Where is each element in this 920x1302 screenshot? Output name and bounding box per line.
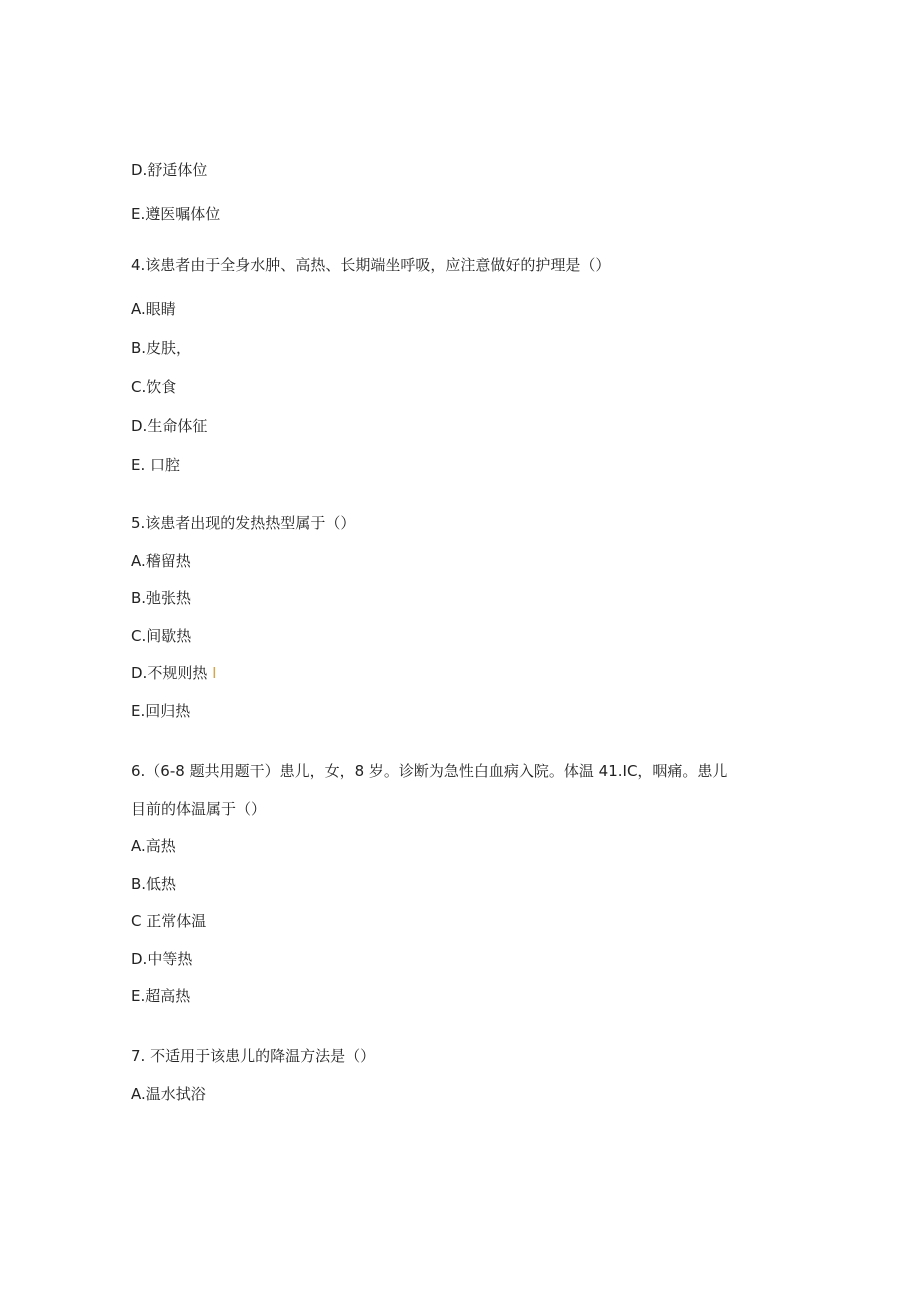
q5-option-e: E.回归热	[131, 702, 191, 720]
q6-option-a: A.高热	[131, 837, 176, 855]
q6-option-d: D.中等热	[131, 950, 193, 968]
q6-option-b: B.低热	[131, 875, 177, 893]
q6-option-c: C 正常体温	[131, 912, 207, 930]
q3-option-d: D.舒适体位	[131, 161, 208, 179]
q3-option-e: E.遵医嘱体位	[131, 205, 221, 223]
q4-option-e: E. 口腔	[131, 456, 181, 474]
q4-option-b: B.皮肤，	[131, 339, 192, 357]
q5-option-d-text: D.不规则热	[131, 664, 208, 682]
q7-question: 7. 不适用于该患儿的降温方法是（）	[131, 1047, 376, 1065]
q5-option-b: B.弛张热	[131, 589, 192, 607]
q4-question: 4.该患者由于全身水肿、高热、长期端坐呼吸，应注意做好的护理是（）	[131, 256, 611, 274]
q7-option-a: A.温水拭浴	[131, 1085, 206, 1103]
q6-question-line2: 目前的体温属于（）	[131, 800, 267, 818]
q6-question-line1: 6.（6-8 题共用题干）患儿，女，8 岁。诊断为急性白血病入院。体温 41.IC，咽痛。患儿	[131, 762, 728, 780]
q5-option-d	[131, 663, 217, 683]
q5-option-d-mark: I	[212, 664, 217, 682]
q4-option-a: A.眼睛	[131, 300, 176, 318]
q4-option-c: C.饮食	[131, 378, 177, 396]
q5-question: 5.该患者出现的发热热型属于（）	[131, 514, 356, 532]
q5-option-a: A.稽留热	[131, 552, 191, 570]
q6-option-e: E.超高热	[131, 987, 191, 1005]
q4-option-d: D.生命体征	[131, 417, 208, 435]
q5-option-c: C.间歇热	[131, 627, 192, 645]
